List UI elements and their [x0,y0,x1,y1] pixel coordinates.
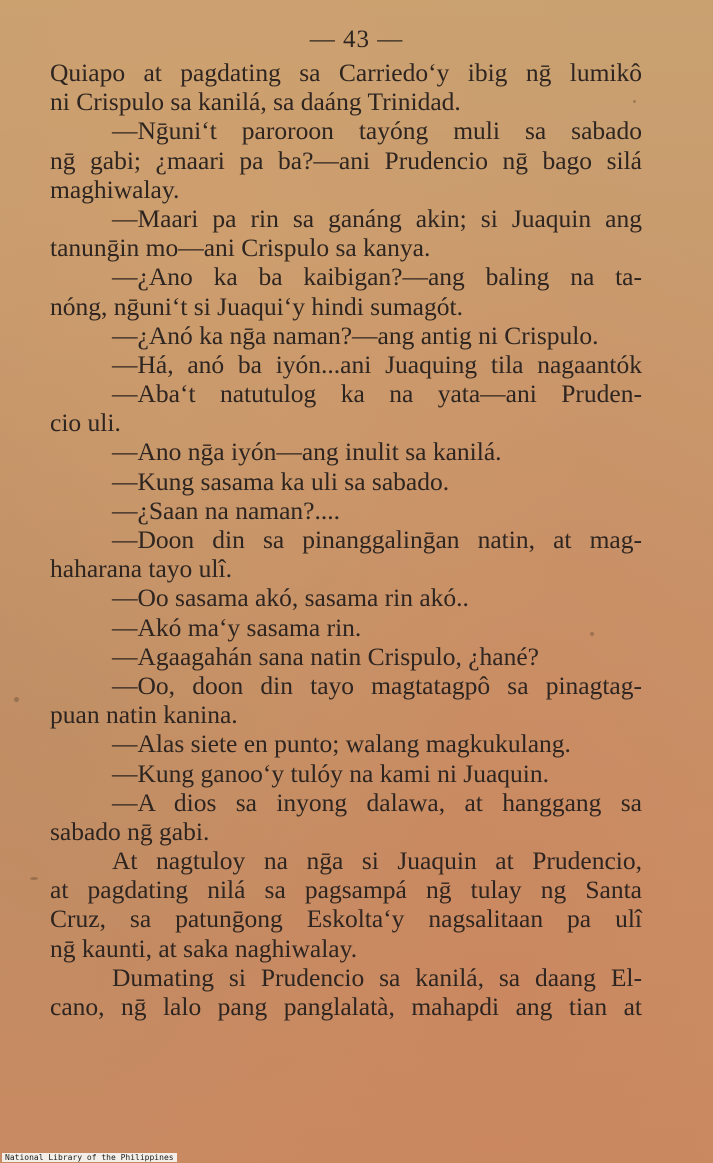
page-number: — 43 — [309,26,404,53]
paper-speck [590,632,594,636]
text-line: —Akó ma‘y sasama rin. [112,612,362,642]
text-line: —Há, anó ba iyón...ani Juaquing tila nagaantók [112,349,642,379]
text-line: —¿Ano ka ba kaibigan?—ang baling na ta- [112,262,642,292]
text-line: —Ano nḡa iyón—ang inulit sa kanilá. [112,437,502,467]
text-line: —¿Anó ka nḡa naman?—ang antig ni Crispulo. [112,320,599,350]
text-line: at pagdating nilá sa pagsampá nḡ tulay ng Santa [50,875,642,905]
text-line: —¿Saan na naman?.... [112,495,340,525]
text-line: Quiapo at pagdating sa Carriedo‘y ibig nḡ lumikô [50,58,642,87]
text-line: maghiwalay. [50,174,180,204]
text-line: tanunḡin mo—ani Crispulo sa kanya. [50,233,431,263]
text-line: —Aba‘t natutulog ka na yata—ani Pruden- [112,379,642,409]
text-line: cio uli. [50,408,121,438]
text-line: —Agaagahán sana natin Crispulo, ¿hané? [112,641,539,671]
text-line: Dumating si Prudencio sa kanilá, sa daang El- [112,962,642,992]
text-line: Cruz, sa patunḡong Eskolta‘y nagsalitaan pa ulî [50,904,642,934]
text-line: cano, nḡ lalo pang panglalatà, mahapdi ang tian at [50,992,642,1021]
text-line: haharana tayo ulî. [50,554,232,584]
text-line: —A dios sa inyong dalawa, at hanggang sa [112,787,642,817]
text-line: —Maari pa rin sa ganáng akin; si Juaquin ang [112,203,642,233]
text-line: —Doon din sa pinanggalinḡan natin, at mag- [112,525,642,554]
paper-speck [30,877,38,880]
text-line: ni Crispulo sa kanilá, sa daáng Trinidad. [50,87,461,117]
paper-speck [633,100,636,103]
text-line: nḡ gabi; ¿maari pa ba?—ani Prudencio nḡ bago silá [50,145,642,175]
paper-speck [14,697,19,702]
text-line: nóng, nḡuni‘t si Juaqui‘y hindi sumagót. [50,291,463,321]
text-line: At nagtuloy na nḡa si Juaquin at Prudencio, [112,846,642,876]
library-watermark: National Library of the Philippines [2,1153,177,1162]
text-line: —Oo sasama akó, sasama rin akó.. [112,583,469,613]
text-line: nḡ kaunti, at saka naghiwalay. [50,933,358,963]
body-text [50,58,642,1021]
text-line: —Kung sasama ka uli sa sabado. [112,466,450,496]
text-line: —Kung ganoo‘y tulóy na kami ni Juaquin. [112,758,549,788]
text-line: —Alas siete en punto; walang magkukulang. [112,729,571,759]
text-line: sabado nḡ gabi. [50,816,210,846]
text-line: puan natin kanina. [50,700,238,730]
text-line: —Nḡuni‘t paroroon tayóng muli sa sabado [112,116,642,146]
text-line: —Oo, doon din tayo magtatagpô sa pinagtag- [112,670,642,700]
